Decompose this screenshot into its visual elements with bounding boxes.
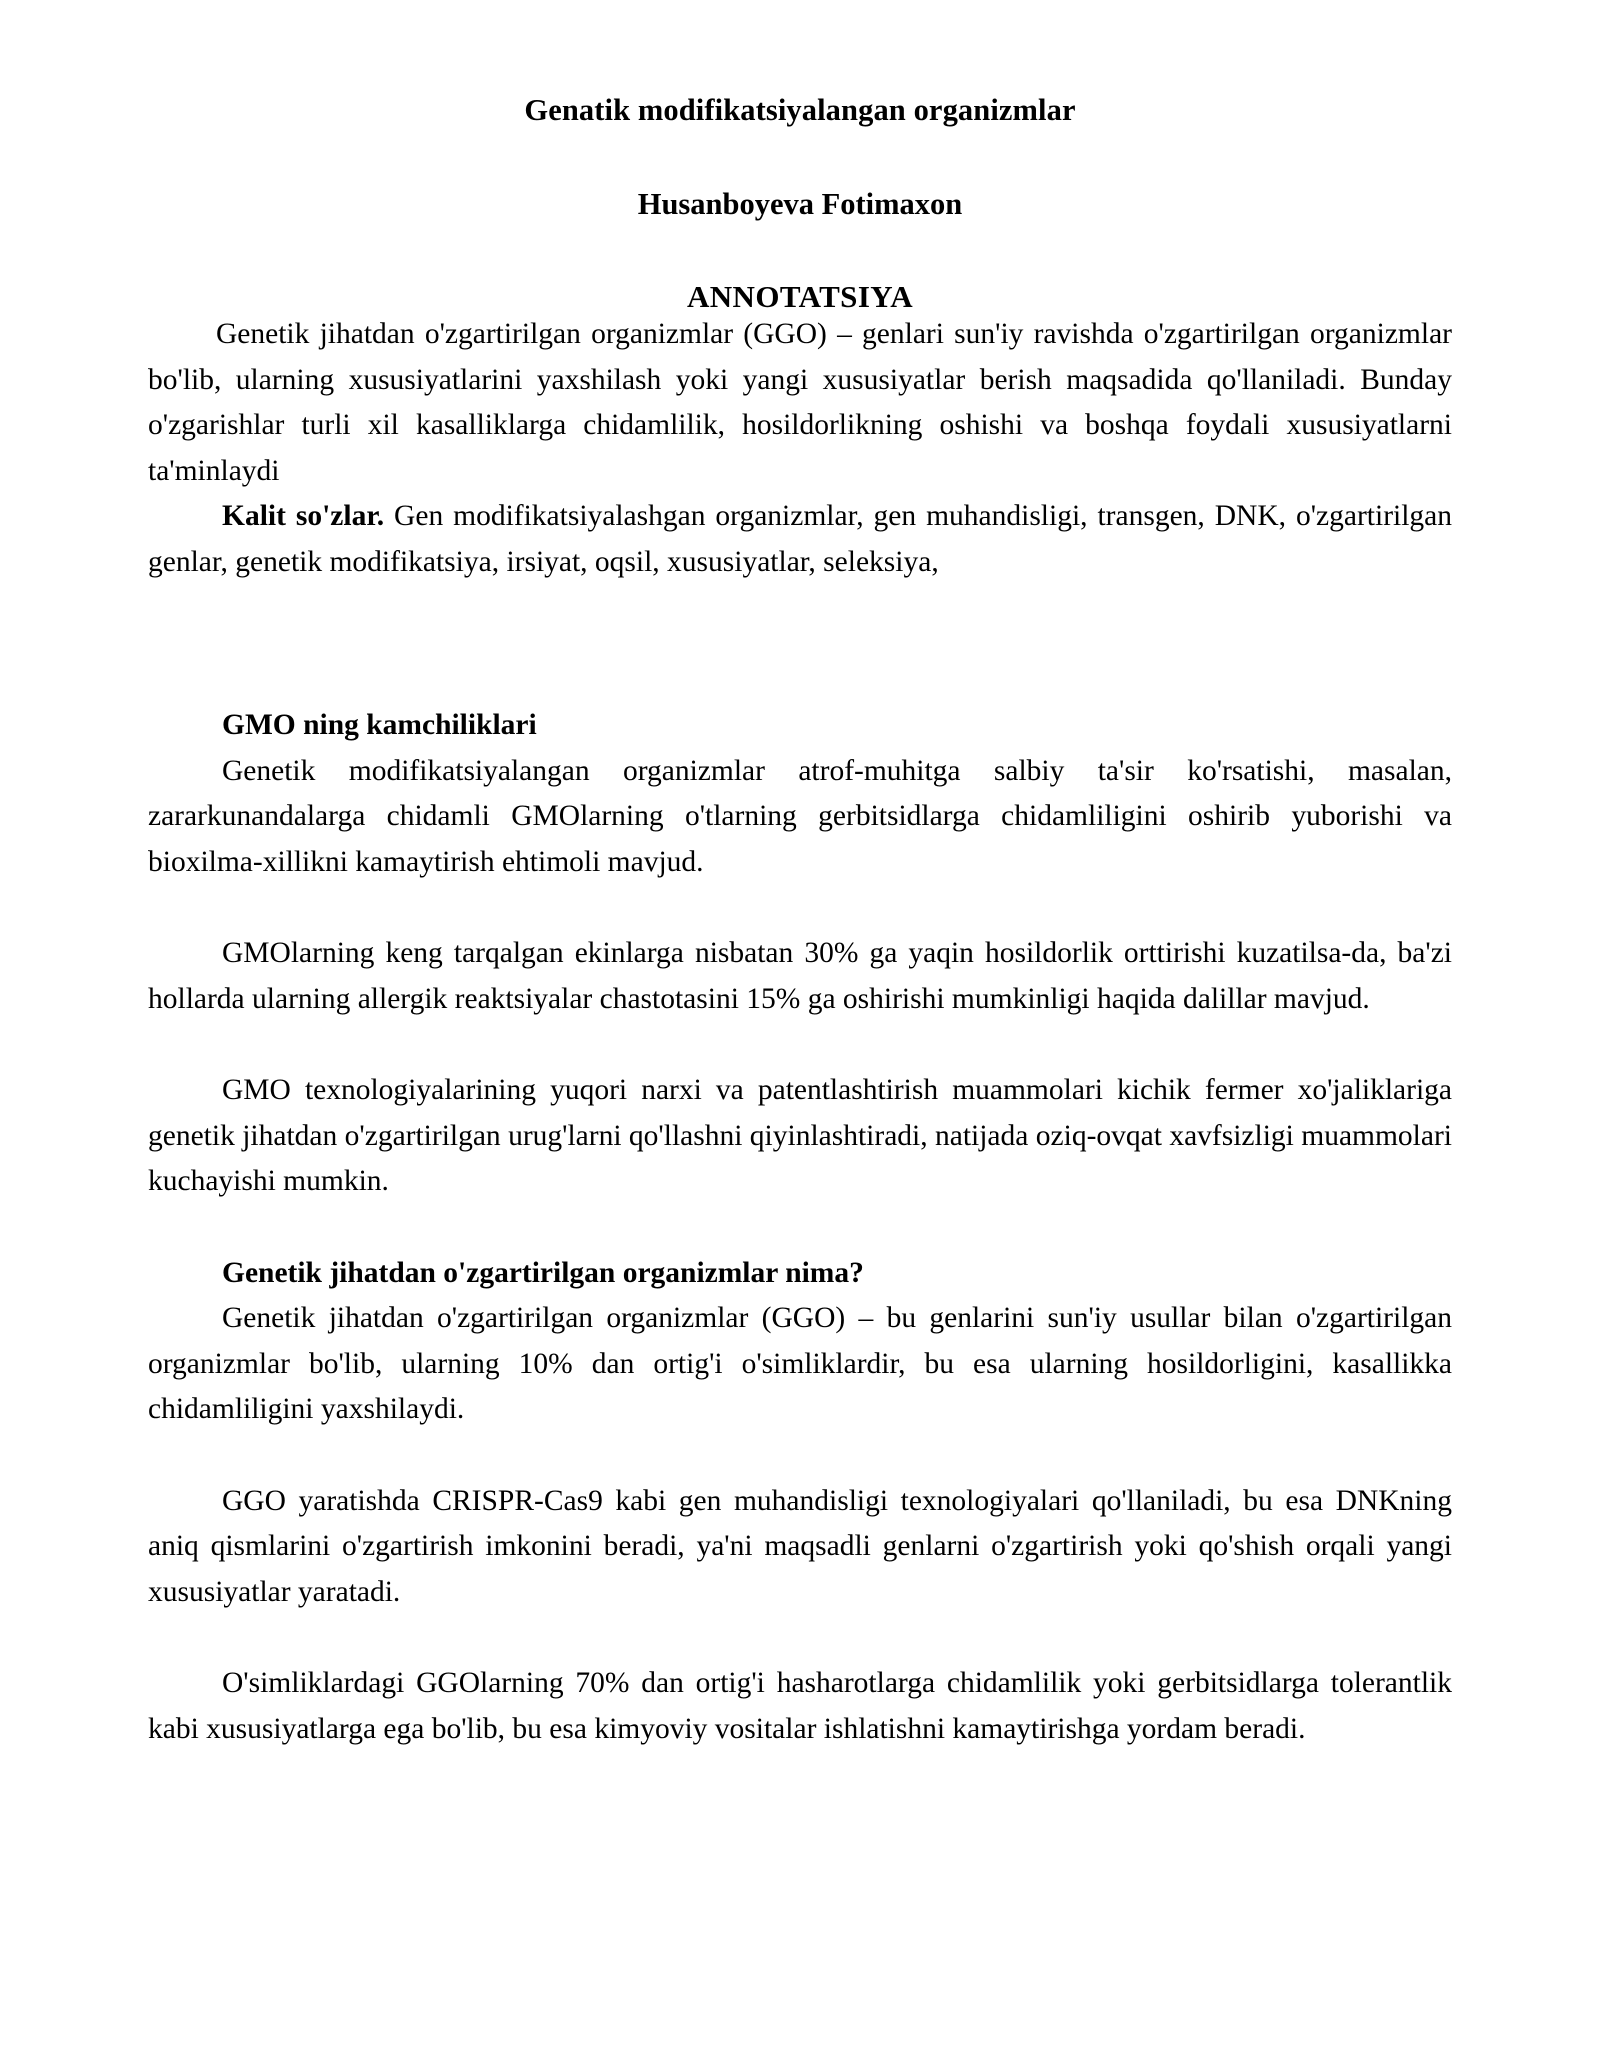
abstract-paragraph: Genetik jihatdan o'zgartirilgan organizmlar (GGO) – genlari sun'iy ravishda o'zgartirilgan organizmlar bo'lib, ularning xususiyatlarini yaxshilash yoki yangi xususiyatlar berish maqsadida qo'llaniladi. Bunday o'zgarishlar turli xil kasalliklarga chidamlilik, hosildorlikning oshishi va boshqa foydali xususiyatlarni ta'minlaydi: [148, 318, 1452, 487]
abstract-heading: ANNOTATSIYA: [686, 279, 914, 314]
page-title: Genatik modifikatsiyalangan organizmlar: [524, 93, 1076, 127]
spacer: [148, 585, 1452, 703]
section-1-paragraph-0: Genetik jihatdan o'zgartirilgan organizmlar (GGO) – bu genlarini sun'iy usullar bilan o'zgartirilgan organizmlar bo'lib, ularning 10% dan ortig'i o'simliklardir, bu esa ularning hosildorligini, kasallikka chidamliligini yaxshilaydi.: [148, 1302, 1452, 1425]
spacer: [148, 1433, 1452, 1479]
keywords-text: Gen modifikatsiyalashgan organizmlar, gen muhandisligi, transgen, DNK, o'zgartirilgan genlar, genetik modifikatsiya, irsiyat, oqsil, xususiyatlar, seleksiya,: [148, 500, 1452, 578]
spacer: [148, 1205, 1452, 1251]
spacer: [148, 885, 1452, 931]
section-1-paragraph-1: GGO yaratishda CRISPR-Cas9 kabi gen muhandisligi texnologiyalari qo'llaniladi, bu esa DNKning aniq qismlarini o'zgartirish imkonini beradi, ya'ni maqsadli genlarni o'zgartirish yoki qo'shish orqali yangi xususiyatlar yaratadi.: [148, 1484, 1452, 1608]
keywords-label: Kalit so'zlar.: [222, 500, 385, 532]
section-0-paragraph-2: GMO texnologiyalarining yuqori narxi va patentlashtirish muammolari kichik fermer xo'jaliklariga genetik jihatdan o'zgartirilgan urug'larni qo'llashni qiyinlashtiradi, natijada oziq-ovqat xavfsizligi muammolari kuchayishi mumkin.: [148, 1074, 1452, 1197]
section-heading-gmo-disadvantages: GMO ning kamchiliklari: [222, 709, 537, 741]
section-heading-what-is-gmo: Genetik jihatdan o'zgartirilgan organizmlar nima?: [222, 1256, 864, 1289]
spacer: [148, 1615, 1452, 1661]
keywords-paragraph: [148, 494, 1452, 585]
section-0-paragraph-1: GMOlarning keng tarqalgan ekinlarga nisbatan 30% ga yaqin hosildorlik orttirishi kuzatilsa-da, ba'zi hollarda ularning allergik reaktsiyalar chastotasini 15% ga oshirishi mumkinligi haqida dalillar mavjud.: [148, 937, 1452, 1015]
author-name: Husanboyeva Fotimaxon: [637, 186, 963, 221]
section-0-paragraph-0: Genetik modifikatsiyalangan organizmlar atrof-muhitga salbiy ta'sir ko'rsatishi, masalan, zararkunandalarga chidamli GMOlarning o'tlarning gerbitsidlarga chidamliligini oshirib yuborishi va bioxilma-xillikni kamaytirish ehtimoli mavjud.: [148, 754, 1452, 878]
spacer: [148, 1022, 1452, 1068]
section-1-paragraph-2: O'simliklardagi GGOlarning 70% dan ortig'i hasharotlarga chidamlilik yoki gerbitsidlarga tolerantlik kabi xususiyatlarga ega bo'lib, bu esa kimyoviy vositalar ishlatishni kamaytirishga yordam beradi.: [148, 1667, 1452, 1745]
